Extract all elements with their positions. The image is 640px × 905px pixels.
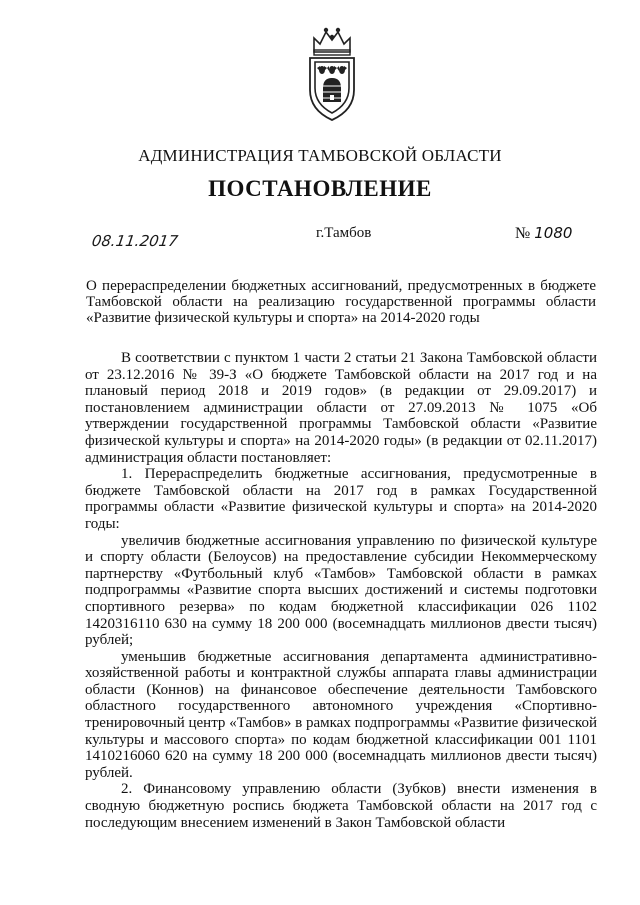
coat-of-arms-emblem: [300, 24, 364, 124]
document-body: [85, 350, 597, 831]
number-prefix: №: [515, 225, 531, 242]
preamble-paragraph: В соответствии с пунктом 1 части 2 статьи 21 Закона Тамбовской области от 23.12.2016 № 39-З «О бюджете Тамбовской области на 2017 год и на плановый период 2018 и 2019 годов» (в редакции от 29.09.2017) и постановлением администрации области от 27.09.2013 № 1075 «Об утверждении государственной программы Тамбовской области «Развитие физической культуры и спорта» на 2014-2020 годы» (в редакции от 02.11.2017) администрация области постановляет:: [85, 350, 597, 466]
organization-title: АДМИНИСТРАЦИЯ ТАМБОВСКОЙ ОБЛАСТИ: [138, 146, 502, 165]
document-number: [515, 224, 572, 243]
tambov-coat-of-arms-icon: [300, 24, 364, 124]
increase-allocation-paragraph: увеличив бюджетные ассигнования управлению по физической культуре и спорту области (Белоусов) на предоставление субсидии Некоммерческому партнерству «Футбольный клуб «Тамбов» Тамбовской области в рамках подпрограммы «Развитие спорта высших достижений и системы подготовки спортивного резерва» по кодам бюджетной классификации 026 1102 1420316110 630 на сумму 18 200 000 (восемнадцать миллионов двести тысяч) рублей;: [85, 532, 597, 649]
clause-2-paragraph: 2. Финансовому управлению области (Зубков) внести изменения в сводную бюджетную роспись бюджета Тамбовской области на 2017 год с последующим внесением изменений в Закон Тамбовской области: [85, 781, 597, 831]
clause-1-paragraph: 1. Перераспределить бюджетные ассигнования, предусмотренные в бюджете Тамбовской области на 2017 год в рамках Государственной программы области «Развитие физической культуры и спорта» на 2014-2020 годы:: [85, 466, 597, 532]
document-type-title: ПОСТАНОВЛЕНИЕ: [208, 176, 432, 201]
document-subject: О перераспределении бюджетных ассигнований, предусмотренных в бюджете Тамбовской области на реализацию государственной программы области «Развитие физической культуры и спорта» на 2014-2020 годы: [86, 278, 596, 326]
document-city: г.Тамбов: [316, 225, 372, 241]
decrease-allocation-paragraph: уменьшив бюджетные ассигнования департамента административно-хозяйственной работы и контрактной службы аппарата главы администрации области (Коннов) на финансовое обеспечение деятельности Тамбовского областного государственного автономного учреждения «Спортивно-тренировочный центр «Тамбов» в рамках подпрограммы «Развитие физической культуры и массового спорта» по кодам бюджетной классификации 001 1101 1410216060 620 на сумму 18 200 000 (восемнадцать миллионов двести тысяч) рублей.: [85, 648, 597, 781]
document-date: 08.11.2017: [90, 232, 180, 250]
number-value: 1080: [534, 224, 573, 242]
